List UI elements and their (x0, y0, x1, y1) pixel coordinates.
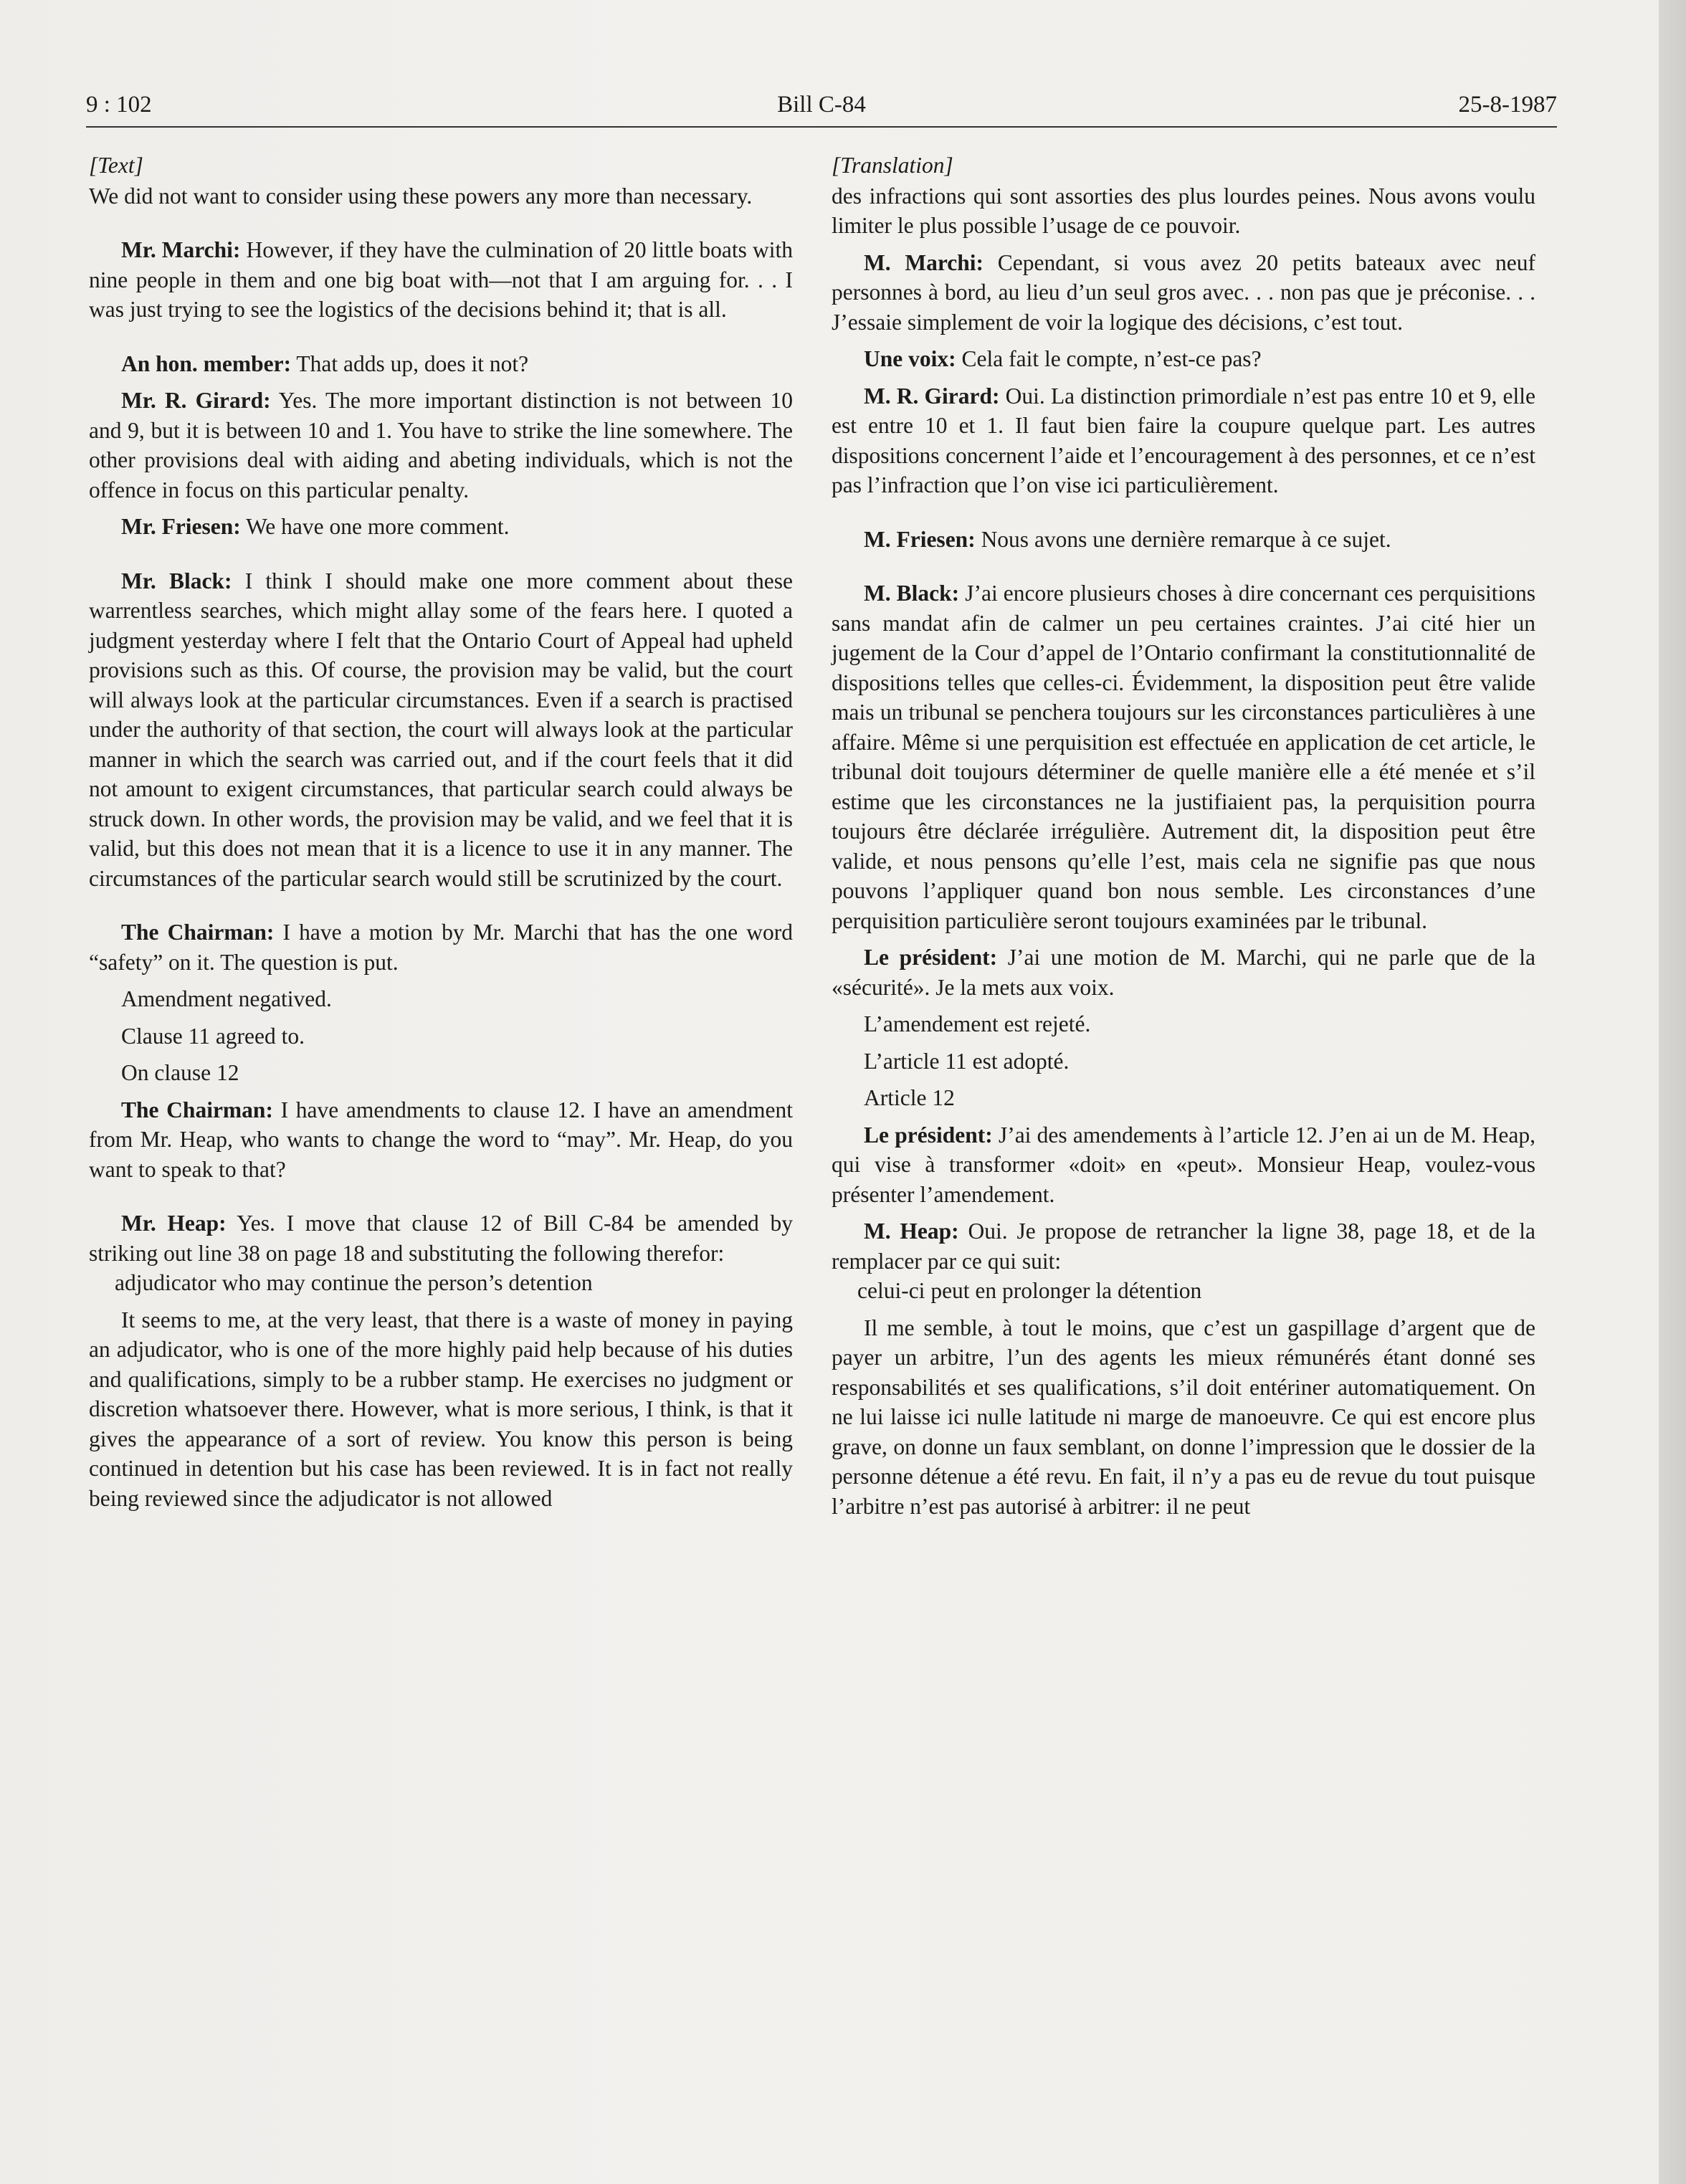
speech-text: Oui. La distinction primordiale n’est pas entre 10 et 9, elle est entre 10 et 1. Il faut bien faire la coupure quelque part. Les autres dispositions concernent l’aide et l’encouragement à des personnes, et ce n’est pas l’infraction que l’on vise ici particulièrement. (832, 383, 1535, 497)
speaker-name: M. Heap: (864, 1219, 959, 1244)
page-edge-shadow (1659, 0, 1686, 2184)
speech-text: J’ai encore plusieurs choses à dire concernant ces perquisitions sans mandat afin de calmer un peu certaines craintes. J’ai cité hier un jugement de la Cour d’appel de l’Ontario confirmant la constitutionnalité de dispositions telles que celles-ci. Évidemment, la disposition peut être valide mais un tribunal se penchera toujours sur les circonstances particulières à une affaire. Même si une perquisition est effectuée en application de cet article, le tribunal doit toujours déterminer de quelle manière elle a été menée et s’il estime que les circonstances ne la justifiaient pas, la perquisition pourra toujours être déclarée irrégulière. Autrement dit, la disposition peut être valide, et nous pensons qu’elle l’est, mais cela ne signifie pas que nous pouvons l’appliquer quand bon nous semble. Les circonstances d’une perquisition particulière seront toujours examinées par le tribunal. (832, 581, 1535, 933)
speech-text: I have amendments to clause 12. I have an amendment from Mr. Heap, who wants to change the word to “may”. Mr. Heap, do you want to speak to that? (89, 1097, 793, 1182)
speaker-name: Mr. Marchi: (121, 237, 241, 262)
page-number: 9 : 102 (86, 92, 152, 118)
speech-text: Nous avons une dernière remarque à ce sujet. (975, 526, 1391, 552)
speaker-name: The Chairman: (121, 920, 275, 945)
header-date: 25-8-1987 (1458, 92, 1557, 118)
speech-une-voix (832, 344, 1535, 374)
speech-marchi (89, 235, 793, 325)
speech-text: I think I should make one more comment about these warrentless searches, which might allay some of the fears here. I quoted a judgment yesterday where I felt that the Ontario Court of Appeal had upheld provisions such as this. Of course, the provision may be valid, but the court will always look at the particular circumstances. Even if a search is practised under the authority of that section, the court will always look at the particular manner in which the search was carried out, and if the court feels that it did not amount to exigent circumstances, that particular search could always be struck down. In other words, the provision may be valid, and we feel that it is valid, but this does not mean that it is a licence to use it in any manner. The circumstances of the particular search would still be scrutinized by the court. (89, 568, 793, 891)
speaker-name: Le président: (864, 1122, 993, 1148)
speaker-name: Le président: (864, 945, 998, 970)
speech-girard (832, 381, 1535, 500)
speaker-name: Mr. R. Girard: (121, 388, 271, 413)
amendment-text: celui-ci peut en prolonger la détention (857, 1278, 1202, 1303)
speech-chairman (89, 917, 793, 977)
paragraph: Il me semble, à tout le moins, que c’est un gaspillage d’argent que de payer un arbitre, l’un des agents les mieux rémunérés étant donné ses responsabilités et ses qualifications, s’il doit entériner automatiquement. On ne lui laisse ici nulle latitude ni marge de manoeuvre. Ce qui est encore plus grave, on donne un faux semblant, on donne l’impression que le dossier de la personne détenue a été revu. En fait, il n’y a pas eu de revue du tout puisque l’arbitre n’est pas autorisé à arbitrer: il ne peut (832, 1315, 1535, 1519)
speech-chairman-2 (89, 1095, 793, 1185)
speech-text: Cependant, si vous avez 20 petits bateaux avec neuf personnes à bord, au lieu d’un seul gros avec. . . non pas que je préconise. . . J’essaie simplement de voir la logique des décisions, c’est tout. (832, 249, 1535, 335)
paragraph: We did not want to consider using these powers any more than necessary. (89, 183, 753, 209)
speaker-name: M. Friesen: (864, 526, 976, 552)
speech-text: J’ai une motion de M. Marchi, qui ne parle que de la «sécurité». Je la mets aux voix. (832, 945, 1535, 1000)
speech-text: However, if they have the culmination of 20 little boats with nine people in them and one big boat with—not that I am arguing for. . . I was just trying to see the logistics of the decisions behind it; that is all. (89, 237, 793, 322)
french-column (832, 151, 1535, 1521)
speech-text: Cela fait le compte, n’est-ce pas? (956, 346, 1262, 371)
speaker-name: Mr. Black: (121, 568, 232, 593)
speech-heap (832, 1216, 1535, 1276)
procedural-note: L’article 11 est adopté. (864, 1048, 1070, 1074)
speech-text: I have a motion by Mr. Marchi that has the one word “safety” on it. The question is put. (89, 920, 794, 975)
speech-text: We have one more comment. (240, 514, 510, 539)
procedural-note: On clause 12 (121, 1060, 239, 1085)
speech-girard (89, 386, 793, 505)
speech-hon-member (89, 349, 793, 379)
speech-president-2 (832, 1120, 1535, 1210)
speech-text: Yes. I move that clause 12 of Bill C-84 be amended by striking out line 38 on page 18 and substituting the following therefor: (89, 1211, 794, 1266)
speaker-name: Mr. Heap: (121, 1211, 227, 1236)
speech-heap (89, 1208, 793, 1268)
speech-president (832, 943, 1535, 1002)
speaker-name: The Chairman: (121, 1097, 273, 1122)
paragraph: It seems to me, at the very least, that there is a waste of money in paying an adjudicator, who is one of the more highly paid help because of his duties and qualifications, simply to be a rubber stamp. He exercises no judgment or discretion whatsoever there. However, what is more serious, I think, is that it gives the appearance of a sort of review. You know this person is being continued in detention but his case has been reviewed. It is in fact not really being reviewed since the adjudicator is not allowed (89, 1307, 793, 1511)
procedural-note: Amendment negatived. (121, 986, 332, 1011)
paragraph: des infractions qui sont assorties des plus lourdes peines. Nous avons voulu limiter le plus possible l’usage de ce pouvoir. (832, 183, 1535, 238)
procedural-note: Article 12 (864, 1085, 955, 1110)
speech-marchi (832, 248, 1535, 338)
speaker-name: Une voix: (864, 346, 956, 371)
speaker-name: Mr. Friesen: (121, 514, 241, 539)
speech-text: Yes. The more important distinction is not between 10 and 9, but it is between 10 and 1. You have to strike the line somewhere. The other provisions deal with aiding and abeting individuals, which is not the offence in focus on this particular penalty. (89, 388, 793, 502)
speech-black (832, 578, 1535, 935)
header-rule (86, 126, 1557, 128)
speech-friesen (89, 512, 793, 542)
language-label: [Translation] (832, 153, 953, 178)
speaker-name: An hon. member: (121, 351, 292, 376)
procedural-note: L’amendement est rejeté. (864, 1011, 1091, 1036)
speech-text: Oui. Je propose de retrancher la ligne 38, page 18, et de la remplacer par ce qui suit: (832, 1219, 1535, 1274)
procedural-note: Clause 11 agreed to. (121, 1023, 305, 1049)
amendment-text: adjudicator who may continue the person’s detention (115, 1270, 593, 1295)
speaker-name: M. R. Girard: (864, 383, 1000, 409)
speech-text: J’ai des amendements à l’article 12. J’en ai un de M. Heap, qui vise à transformer «doit» en «peut». Monsieur Heap, voulez-vous présenter l’amendement. (832, 1122, 1536, 1207)
speech-text: That adds up, does it not? (291, 351, 529, 376)
speech-friesen (832, 525, 1535, 555)
english-column (89, 151, 793, 1513)
speaker-name: M. Marchi: (864, 249, 984, 275)
speech-black (89, 566, 793, 894)
language-label: [Text] (89, 153, 143, 178)
bill-title: Bill C-84 (777, 92, 866, 118)
speaker-name: M. Black: (864, 581, 960, 606)
